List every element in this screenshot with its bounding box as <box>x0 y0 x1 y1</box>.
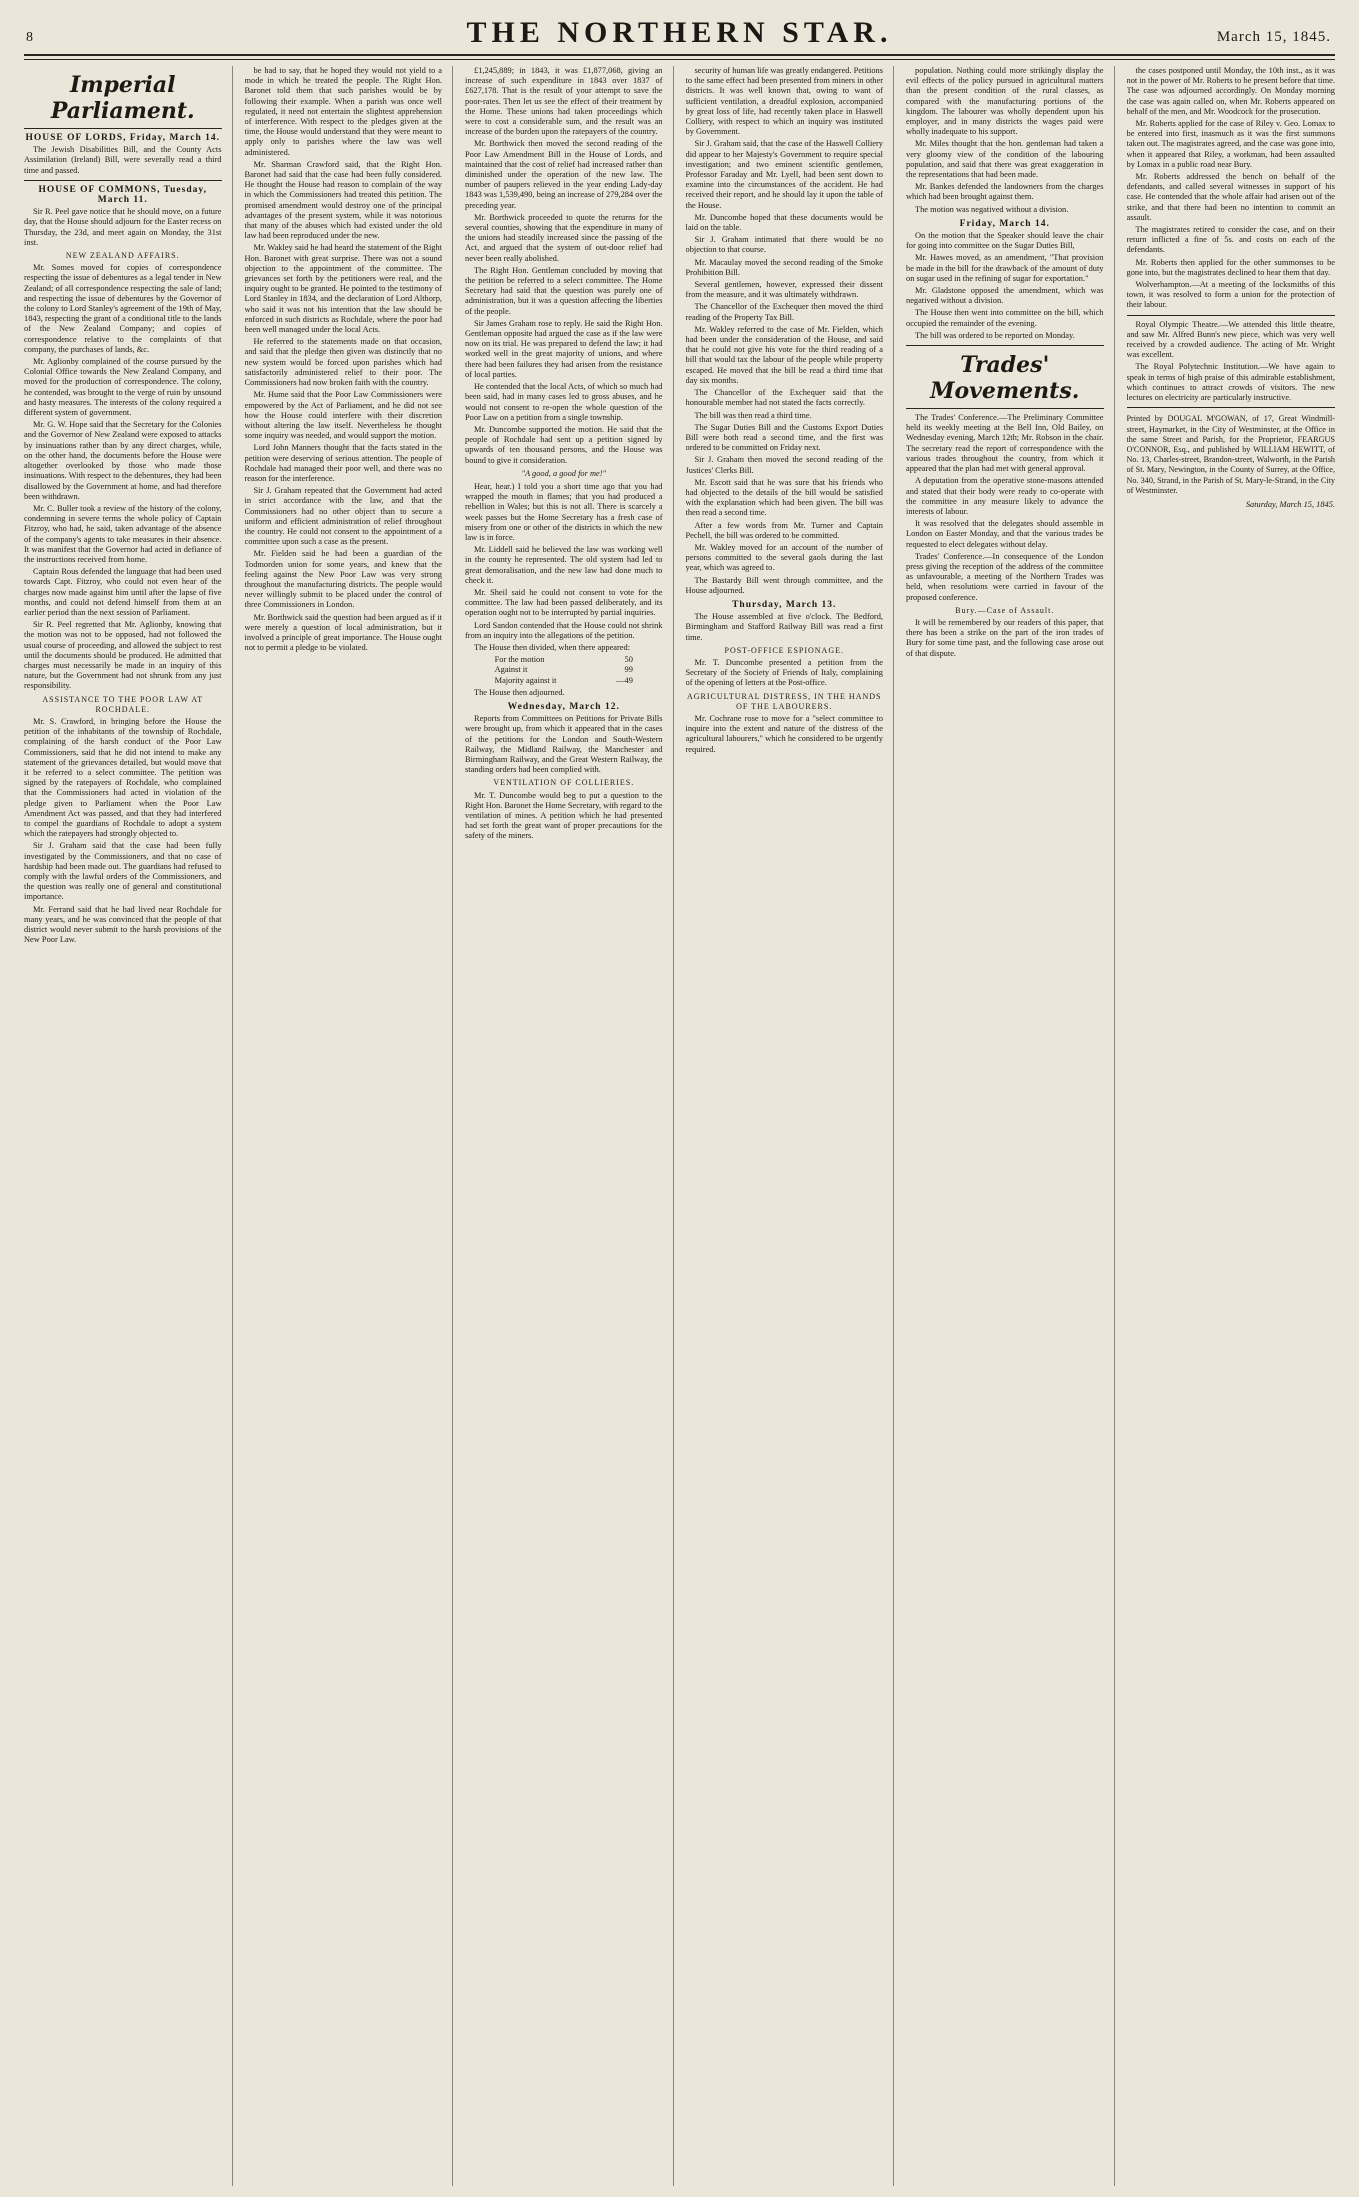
paragraph: The Chancellor of the Exchequer said that the honourable member had not stated the facts correctly. <box>685 388 883 408</box>
paragraph: The Royal Polytechnic Institution.—We have again to speak in terms of high praise of this admirable establishment, which continues to attract crowds of visitors. The new lectures on electricity are particularly instructive. <box>1126 362 1335 403</box>
paragraph: It was resolved that the delegates should assemble in London on Easter Monday, and that the various trades be requested to elect delegates without delay. <box>906 519 1104 549</box>
commons-heading: HOUSE OF COMMONS, Tuesday, March 11. <box>38 184 207 206</box>
paragraph: Mr. Roberts then applied for the other summonses to be gone into, but the magistrates declined to hear them that day. <box>1126 257 1335 277</box>
quotation: "A good, a good for me!" <box>521 468 607 478</box>
paragraph: Sir J. Graham then moved the second reading of the Justices' Clerks Bill. <box>685 455 883 475</box>
paragraph: Mr. C. Buller took a review of the history of the colony, condemning in severe terms the whole policy of Captain Fitzroy, who had, he said, taken advantage of the absence of the company's agents to take measures in their absence. It was manifest that the Governor had acted in defiance of the instructions received from home. <box>24 503 222 564</box>
paragraph: Mr. G. W. Hope said that the Secretary for the Colonies and the Governor of New Zealand were exposed to attacks by insinuations rather than by any direct charges, while, on the other hand, the documents before the House were altogether overlooked by those who made those insinuations. With respect to the debentures, they had been disallowed by the Government at home, and had therefore been withdrawn. <box>24 420 222 501</box>
ventilation-heading: VENTILATION OF COLLIERIES. <box>493 778 635 788</box>
paragraph: Mr. Miles thought that the hon. gentleman had taken a very gloomy view of the condition of the labouring population, and said that there was great exaggeration in the representations that had been made. <box>906 139 1104 180</box>
lords-heading: HOUSE OF LORDS, Friday, March 14. <box>25 133 220 143</box>
divider <box>906 408 1104 409</box>
paragraph: Mr. T. Duncombe presented a petition from the Secretary of the Society of Friends of Italy, complaining of the opening of letters at the Post-office. <box>685 657 883 688</box>
page-number: 8 <box>26 30 33 45</box>
vote-label: For the motion <box>494 655 545 665</box>
paragraph: Reports from Committees on Petitions for Private Bills were brought up, from which it appeared that in the cases of the petitions for the London and South-Western Railway, the Midland Railway, the Manchester and Birmingham Railway, and the Great Western Railway, the standing orders had been complied with. <box>465 714 663 775</box>
paragraph: Mr. Borthwick then moved the second reading of the Poor Law Amendment Bill in the House of Lords, and maintained that the cost of relief had increased rather than diminished under the operation of the new law. The number of paupers relieved in the year ending Lady-day 1843 was 1,539,490, being an increase of 279,284 over the preceding year. <box>465 139 663 210</box>
friday-heading: Friday, March 14. <box>959 218 1050 229</box>
paragraph: Mr. Borthwick proceeded to quote the returns for the several counties, showing that the expenditure in many of the unions had steadily increased since the passing of the Act, and argued that the system of out-door relief had never been really abolished. <box>465 212 663 263</box>
section-heading-trades: Trades' Movements. <box>930 352 1080 405</box>
paragraph: Trades' Conference.—In consequence of the London press giving the reception of the address of the committee as unfavourable, a meeting of the Northern Trades was held, when resolutions were carried in favour of the proposed conference. <box>906 551 1104 602</box>
paragraph: Mr. Aglionby complained of the course pursued by the Colonial Office towards the New Zealand Company, and moved for the production of correspondence. The colony, he contended, was brought to the verge of ruin by unsound and hasty measures. The interests of the colony required a different system of government. <box>24 357 222 418</box>
paragraph: Mr. Fielden said he had been a guardian of the Todmorden union for some years, and knew that the feeling against the New Poor Law was very strong throughout the manufacturing districts. The people would never willingly submit to be placed under the control of three Commissioners in London. <box>244 549 442 610</box>
paragraph: Sir James Graham rose to reply. He said the Right Hon. Gentleman opposite had argued the case as if the law were now on its trial. He was prepared to defend the law; it had worked well in the great majority of unions, and where there had been failures they had arisen from the resistance of local parties. <box>465 318 663 379</box>
paragraph: Royal Olympic Theatre.—We attended this little theatre, and saw Mr. Alfred Bunn's new piece, which was very well received by a crowded audience. The acting of Mr. Wright was excellent. <box>1126 319 1335 360</box>
paragraph: Lord Sandon contended that the House could not shrink from an inquiry into the allegations of the petition. <box>465 620 663 640</box>
column-6 <box>1127 66 1336 2186</box>
agricultural-heading: AGRICULTURAL DISTRESS, IN THE HANDS OF THE LABOURERS. <box>687 691 882 711</box>
paragraph: the cases postponed until Monday, the 10th inst., as it was not in the power of Mr. Roberts to be present before that time. The case was adjourned accordingly. On Monday morning the case was again called on, when Mr. Roberts appeared on behalf of the men, and Mr. Woodcock for the prosecution. <box>1126 66 1335 116</box>
paragraph: The House then went into committee on the bill, which occupied the remainder of the evening. <box>906 308 1104 328</box>
paragraph: Mr. Gladstone opposed the amendment, which was negatived without a division. <box>906 286 1104 306</box>
imprint-date: Saturday, March 15, 1845. <box>1245 499 1335 509</box>
post-office-heading: POST-OFFICE ESPIONAGE. <box>724 645 844 655</box>
paragraph: Mr. Escott said that he was sure that his friends who had objected to the details of the bill would be satisfied with the explanation which had been given. The bill was then read a second time. <box>685 477 883 518</box>
paragraph: The Trades' Conference.—The Preliminary Committee held its weekly meeting at the Bell Inn, Old Bailey, on Wednesday evening, March 12th; Mr. Robson in the chair. The secretary read the report of correspondence with the various trades throughout the country, from which it appeared that the plan had met with general approval. <box>906 413 1104 474</box>
paragraph: The Bastardy Bill went through committee, and the House adjourned. <box>685 575 883 595</box>
paragraph: He referred to the statements made on that occasion, and said that the pledge then given was distinctly that no new system would be forced upon parishes which had satisfactorily administered relief to their poor. The Commissioners had now broken faith with the country. <box>244 337 442 388</box>
paragraph: Mr. Macaulay moved the second reading of the Smoke Prohibition Bill. <box>685 257 883 277</box>
paragraph: Mr. Liddell said he believed the law was working well in the county he represented. The old system had led to great demoralisation, and the new law had done much to check it. <box>465 545 663 585</box>
paragraph: Mr. Roberts addressed the bench on behalf of the defendants, and called several witnesses in support of his case. He contended that the whole affair had arisen out of the strike, and that there had been no intention to commit an assault. <box>1126 172 1335 222</box>
divider <box>24 128 222 129</box>
newspaper-title: THE NORTHERN STAR. <box>466 16 893 49</box>
paragraph: Mr. Cochrane rose to move for a "select committee to inquire into the extent and nature of the distress of the agricultural labourers," which he considered to be urgently required. <box>685 713 883 754</box>
paragraph: be had to say, that he hoped they would not yield to a mode in which he treated the people. The Right Hon. Baronet told them that such parishes would be by following their example. When a parish was once well regulated, it need not entertain the slightest apprehension of interference. With respect to the pledges given at the time, the House would understand that they were meant to apply only to parishes where the law was well administered. <box>244 66 442 157</box>
paragraph: The House then divided, when there appeared: <box>474 642 631 652</box>
bury-heading: Bury.—Case of Assault. <box>955 605 1055 615</box>
column-3 <box>465 66 674 2186</box>
commons-text: Sir R. Peel gave notice that he should move, on a future day, that the House should adjourn for the Easter recess on Thursday, the 23d, and meet again on Monday, the 31st inst. <box>24 207 222 247</box>
masthead-rule <box>24 56 1335 60</box>
paragraph: Captain Rous defended the language that had been used towards Capt. Fitzroy, who could not even hear of the charges now made against him until after the lapse of five months, and could not defend himself from them at an earlier period than the next session of Parliament. <box>24 567 222 617</box>
division-result <box>495 655 633 686</box>
paragraph: Wolverhampton.—At a meeting of the locksmiths of this town, it was resolved to form a union for the protection of their labour. <box>1126 280 1335 310</box>
paragraph: Hear, hear.) I told you a short time ago that you had wrapped the mouth in flames; that you had produced a rebellion in Wales; but this is not all. There is scarcely a week passes but the Home Secretary has a fresh case of misery from one or other of the districts in which the new law is in force. <box>465 481 663 542</box>
vote-count: 99 <box>624 665 633 675</box>
divider <box>906 345 1104 346</box>
masthead <box>24 0 1335 56</box>
paragraph: Mr. Wakley said he had heard the statement of the Right Hon. Baronet with great surprise. There was not a sound objection to the appointment of the committee. The grievances set forth by the petitioners were real, and the inquiry ought to be granted. He pointed to the testimony of Lord Stanley in 1834, and the declaration of Lord Althorp, who said it was not his intention that the law should be enforced in such districts as Rochdale, where the poor had been well managed under the local Acts. <box>244 243 442 335</box>
paragraph: Mr. Hume said that the Poor Law Commissioners were empowered by the Act of Parliament, and he did not see how the House could interfere with their discretion without altering the law itself. Nevertheless he thought some inquiry was needed, and would support the motion. <box>244 390 442 441</box>
vote-label: Against it <box>494 665 528 675</box>
paragraph: security of human life was greatly endangered. Petitions to the same effect had been presented from miners in other districts. It was well known that, owing to want of sufficient ventilation, a dreadful explosion, accompanied by great loss of life, had recently taken place in Haswell Colliery, with respect to which an inquiry was instituted by Government. <box>685 66 883 137</box>
paragraph: It will be remembered by our readers of this paper, that there has been a strike on the part of the iron trades of Bury for some time past, and the following case arose out of that dispute. <box>906 617 1104 658</box>
section-heading-parliament: Imperial Parliament. <box>50 72 195 124</box>
paragraph: Mr. Wakley referred to the case of Mr. Fielden, which had been under the consideration of the House, and said that he could not give his vote for the third reading of a bill that would tax the labour of the people while property escaped. He moved that the bill be read a third time that day six months. <box>685 324 883 385</box>
paragraph: Mr. Somes moved for copies of correspondence respecting the issue of debentures as a legal tender in New Zealand; of all correspondence respecting the sale of land; and respecting the issue of debentures by the Governor of the colony to Lord Stanley's agreement of the 19th of May, 1843, respecting the grant of a conditional title to the lands of the New Zealand Company; and copies of correspondence relative to the complaints of that company, the purchases of lands, &c. <box>24 263 222 354</box>
vote-count: —49 <box>616 675 633 685</box>
paragraph: population. Nothing could more strikingly display the evil effects of the policy pursued in agricultural matters than the present condition of the rural classes, as compared with the manufacturing portions of the kingdom. The labourer was wholly dependent upon his employer, and in many districts the wages paid were wholly inadequate to his support. <box>906 66 1104 137</box>
nz-heading: NEW ZEALAND AFFAIRS. <box>65 251 180 261</box>
paragraph: After a few words from Mr. Turner and Captain Pechell, the bill was ordered to be committed. <box>685 520 883 540</box>
paragraph: Sir R. Peel regretted that Mr. Aglionby, knowing that the motion was not to be opposed, had not followed the usual course of proceeding, and allowed the subject to rest until the documents should be produced. He admitted that charges must necessarily be made in an inquiry of this nature, but the Government had not shrunk from any just responsibility. <box>24 620 222 691</box>
thursday-heading: Thursday, March 13. <box>732 599 837 610</box>
paragraph: Mr. Wakley moved for an account of the number of persons committed to the several gaols during the last year, which was agreed to. <box>685 542 883 573</box>
vote-label: Majority against it <box>494 675 557 685</box>
column-1 <box>24 66 233 2186</box>
paragraph: Mr. T. Duncombe would beg to put a question to the Right Hon. Baronet the Home Secretary, with regard to the ventilation of mines. A petition which he had presented had set forth the great want of proper precautions for the safety of the miners. <box>465 790 663 841</box>
paragraph: Mr. S. Crawford, in bringing before the House the petition of the inhabitants of the township of Rochdale, complaining of the harsh conduct of the Poor Law Commissioners, said that he did not intend to make any statement of the grievances detailed, but would move that it be referred to a select committee. The petition was signed by the ratepayers of Rochdale, who complained that the Commissioners had acted in violation of the pledge given to Parliament when the Poor Law Amendment Act was passed, and that they had interfered to compel the guardians of Rochdale to adopt a system which the ratepayers had strongly objected to. <box>24 716 222 839</box>
paragraph: A deputation from the operative stone-masons attended and stated that their body were ready to co-operate with the committee in any measure likely to advance the interests of labour. <box>906 476 1104 516</box>
paragraph: The Sugar Duties Bill and the Customs Export Duties Bill were both read a second time, and the first was ordered to be committed on Friday next. <box>685 422 883 453</box>
printer-imprint: Printed by DOUGAL M'GOWAN, of 17, Great Windmill-street, Haymarket, in the City of Westminster, at the Office in the same Street and Parish, for the Proprietor, FEARGUS O'CONNOR, Esq., and published by WILLIAM HEWITT, of No. 13, Charles-street, Brandon-street, Walworth, in the Parish of St. Mary, Newington, in the County of Surrey, at the Office, No. 340, Strand, in the Parish of St. Mary-le-Strand, in the City of Westminster. <box>1126 414 1335 495</box>
paragraph: Mr. Borthwick said the question had been argued as if it were merely a question of local administration, but it involved a principle of great importance. The House ought not to permit a pledge to be violated. <box>244 612 442 653</box>
paragraph: The bill was then read a third time. <box>694 410 812 420</box>
paragraph: On the motion that the Speaker should leave the chair for going into committee on the Sugar Duties Bill, <box>906 231 1104 251</box>
paragraph: Mr. Duncombe supported the motion. He said that the people of Rochdale had sent up a petition signed by upwards of ten thousand persons, and the House was bound to give it consideration. <box>465 424 663 465</box>
column-2 <box>245 66 454 2186</box>
paragraph: The motion was negatived without a division. <box>915 204 1069 214</box>
wednesday-heading: Wednesday, March 12. <box>507 701 620 712</box>
paragraph: Sir J. Graham said, that the case of the Haswell Colliery did appear to her Majesty's Government to require special investigation; and two eminent scientific gentlemen, Professor Faraday and Mr. Lyell, had been sent down to examine into the circumstances of the accident. He had received their report, and he should lay it upon the table of the House. <box>685 139 883 210</box>
paragraph: The Chancellor of the Exchequer then moved the third reading of the Property Tax Bill. <box>685 302 883 322</box>
paragraph: Mr. Duncombe hoped that these documents would be laid on the table. <box>685 212 883 233</box>
paragraph: The magistrates retired to consider the case, and on their return inflicted a fine of 5s. and costs on each of the defendants. <box>1126 225 1335 255</box>
rochdale-heading: ASSISTANCE TO THE POOR LAW AT ROCHDALE. <box>42 694 204 714</box>
paragraph: The House then adjourned. <box>474 687 565 697</box>
paragraph: Sir J. Graham said that the case had been fully investigated by the Commissioners, and that no case of hardship had been made out. The guardians had refused to comply with the lawful orders of the Commissioners, and the question was really one of general and constitutional importance. <box>24 841 222 902</box>
vote-count: 50 <box>624 655 633 665</box>
divider <box>24 180 222 181</box>
divider <box>1127 407 1336 408</box>
paragraph: Mr. Bankes defended the landowners from the charges which had been brought against them. <box>906 182 1104 202</box>
lords-text: The Jewish Disabilities Bill, and the County Acts Assimilation (Ireland) Bill, were severally read a third time and passed. <box>24 145 222 175</box>
paragraph: The bill was ordered to be reported on Monday. <box>915 330 1075 340</box>
paragraph: £1,245,889; in 1843, it was £1,877,068, giving an increase of such expenditure in 1843 over 1837 of £627,178. That is the result of your attempt to save the poor-rates. Then let us see the effect of their treatment by the Home. These unions had taken proceedings which were to cost a considerable sum, and the result was an increase of the burden upon the ratepayers of the country. <box>465 66 663 137</box>
column-4 <box>686 66 895 2186</box>
paragraph: Lord John Manners thought that the facts stated in the petition were deserving of serious attention. The people of Rochdale had managed their poor well, and there was no reason for the interference. <box>244 443 442 483</box>
paragraph: Mr. Sheil said he could not consent to vote for the committee. The law had been passed deliberately, and its operation ought not to be interrupted by partial inquiries. <box>465 587 663 618</box>
columns <box>24 66 1335 2186</box>
paragraph: Mr. Roberts applied for the case of Riley v. Geo. Lomax to be entered into first, inasmuch as it was the first summons taken out. The magistrates agreed, and the case was gone into, when it appeared that Riley, a workman, had been assaulted by Lomax in a public road near Bury. <box>1126 119 1335 169</box>
paragraph: The House assembled at five o'clock. The Bedford, Birmingham and Stafford Railway Bill was read a first time. <box>685 612 883 642</box>
paragraph: Several gentlemen, however, expressed their dissent from the measure, and it was ultimately withdrawn. <box>685 280 883 300</box>
paragraph: Sir J. Graham repeated that the Government had acted in strict accordance with the law, and that the Commissioners had no other object than to secure a uniform and efficient administration of relief throughout the country. He could not consent to the appointment of a committee upon such a case as the present. <box>244 486 442 547</box>
paragraph: Sir J. Graham intimated that there would be no objection to that course. <box>685 235 883 255</box>
divider <box>1127 315 1336 316</box>
paragraph: Mr. Hawes moved, as an amendment, "That provision be made in the bill for the drawback of the amount of duty on sugar used in the refining of sugar for exportation." <box>906 253 1104 283</box>
paragraph: Mr. Ferrand said that he had lived near Rochdale for many years, and he was convinced that the people of that district would never submit to the harsh provisions of the New Poor Law. <box>24 904 222 945</box>
issue-date: March 15, 1845. <box>1216 29 1331 45</box>
paragraph: He contended that the local Acts, of which so much had been said, had in many cases led to gross abuses, and he would not consent to re-open the whole question of the Poor Law on a petition from a single township. <box>465 382 663 422</box>
paragraph: The Right Hon. Gentleman concluded by moving that the petition be referred to a select committee. The Home Secretary had said that the question was purely one of administration, but it was a question affecting the liberties of the people. <box>465 265 663 316</box>
column-5 <box>906 66 1115 2186</box>
paragraph: Mr. Sharman Crawford said, that the Right Hon. Baronet had said that the case had been fully considered. He thought the House had reason to complain of the way in which the Commissioners had treated this petition. The promised amendment would destroy one of the principal advantages of the present system, while it was notorious that many of the abuses which had existed under the old law had been reproduced under the new. <box>244 159 442 241</box>
